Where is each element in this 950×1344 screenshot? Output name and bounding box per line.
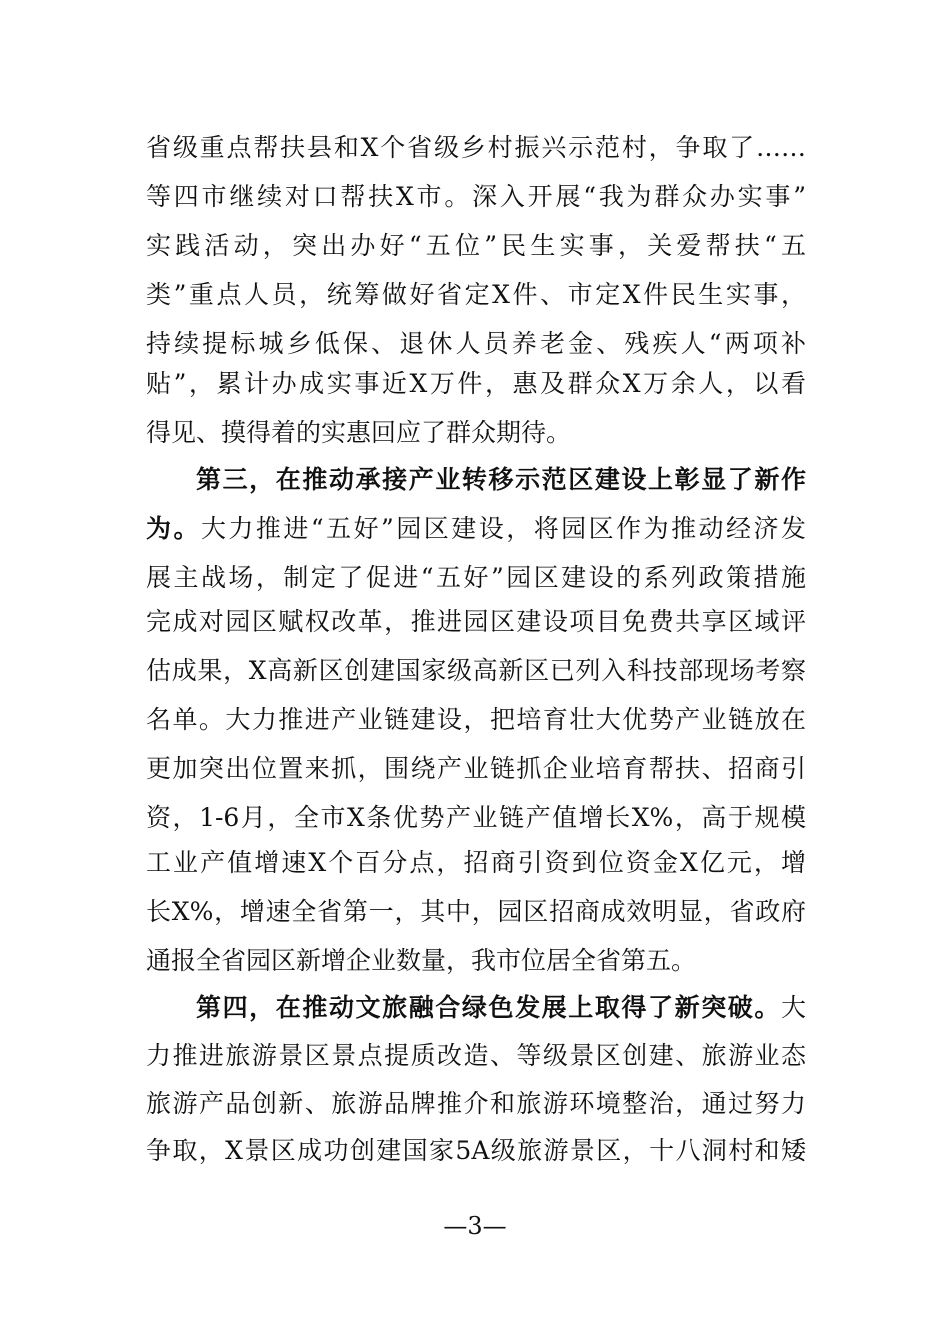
- text-line-15: 资，1-6月，全市X条优势产业链产值增长X%，高于规模: [146, 803, 806, 832]
- text-line-6: 贴”，累计办成实事近X万件，惠及群众X万余人，以看: [146, 369, 806, 398]
- text-line-19: 第四，在推动文旅融合绿色发展上取得了新突破。大: [196, 993, 806, 1022]
- text-line-18: 通报全省园区新增企业数量，我市位居全省第五。: [146, 946, 697, 975]
- text-line-14: 更加突出位置来抓，围绕产业链抓企业培育帮扶、招商引: [146, 754, 806, 783]
- text-line-7: 得见、摸得着的实惠回应了群众期待。: [146, 418, 572, 447]
- text-line-9: 为。大力推进“五好”园区建设，将园区作为推动经济发: [146, 514, 806, 543]
- paragraph-heading-fourth: 第四，在推动文旅融合绿色发展上取得了新突破。: [196, 993, 781, 1022]
- text-line-20: 力推进旅游景区景点提质改造、等级景区创建、旅游业态: [146, 1041, 806, 1070]
- text-line-16: 工业产值增速X个百分点，招商引资到位资金X亿元，增: [146, 848, 806, 877]
- text-line-17: 长X%，增速全省第一，其中，园区招商成效明显，省政府: [146, 897, 806, 926]
- text-line-2: 等四市继续对口帮扶X市。深入开展“我为群众办实事”: [146, 182, 806, 211]
- text-line-5: 持续提标城乡低保、退休人员养老金、残疾人“两项补: [146, 329, 806, 358]
- text-line-12: 估成果，X高新区创建国家级高新区已列入科技部现场考察: [146, 656, 806, 685]
- text-line-22: 争取，X景区成功创建国家5A级旅游景区，十八洞村和矮: [146, 1136, 806, 1165]
- page-number: —3—: [443, 1212, 507, 1240]
- text-line-13: 名单。大力推进产业链建设，把培育壮大优势产业链放在: [146, 705, 806, 734]
- text-line-10: 展主战场，制定了促进“五好”园区建设的系列政策措施: [146, 563, 806, 592]
- text-line-8: [196, 460, 806, 500]
- text-line-21: 旅游产品创新、旅游品牌推介和旅游环境整治，通过努力: [146, 1089, 806, 1118]
- text-line-4: 类”重点人员，统筹做好省定X件、市定X件民生实事，: [146, 280, 806, 309]
- paragraph-heading-third: 第三，在推动承接产业转移示范区建设上彰显了新作: [196, 465, 806, 494]
- text-line-11: 完成对园区赋权改革，推进园区建设项目免费共享区域评: [146, 607, 806, 636]
- text-line-3: 实践活动，突出办好“五位”民生实事，关爱帮扶“五: [146, 231, 806, 260]
- text-line-1: 省级重点帮扶县和X个省级乡村振兴示范村，争取了……: [146, 133, 806, 162]
